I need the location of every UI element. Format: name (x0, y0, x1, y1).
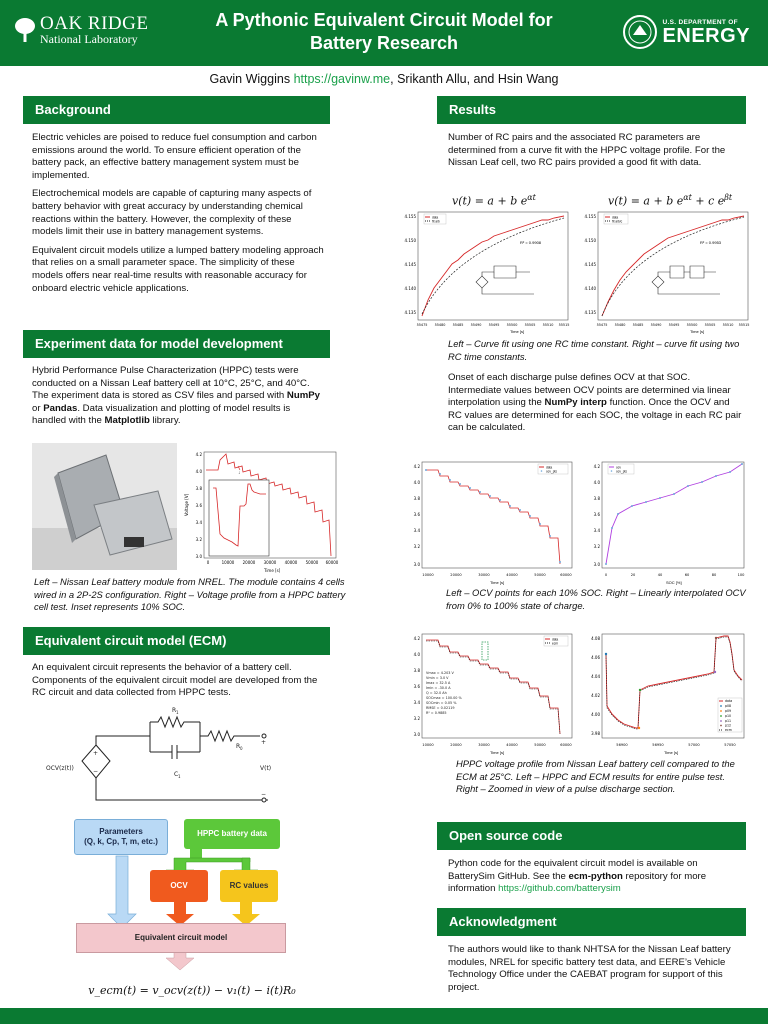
fit2-xtick: 55480 (614, 323, 626, 327)
fit2-ytick: 4.155 (584, 214, 596, 219)
experiment-text: Hybrid Performance Pulse Characterization (HPPC) tests were conducted on a Nissan Leaf battery cell at 10°C, 25°C, and 40°C. The experiment data is stored as CSV files and parsed with NumPy or Pandas. Data visualization and plotting of model results is handled with the Matplotlib library. (32, 365, 320, 427)
fit-ytick: 4.135 (404, 310, 416, 315)
ocv-xtick: 40000 (506, 573, 518, 577)
ecm-legend-ecm: ecm (552, 641, 559, 646)
ecm-equation: v_ecm(t) = v_ocv(z(t)) − v₁(t) − i(t)R₀ (88, 984, 296, 997)
parameters-box: Parameters (Q, k, Cp, T, m, etc.) (74, 819, 168, 855)
r2-right: R² = 0.9953 (700, 240, 722, 245)
ecm-xtick: 60000 (560, 743, 572, 747)
interp-ytick: 3.2 (593, 544, 600, 549)
opensource-heading: Open source code (437, 822, 746, 850)
fit2-xtick: 55500 (686, 323, 698, 327)
fit2-ytick: 4.140 (584, 286, 596, 291)
ocv-xtick: 20000 (450, 573, 462, 577)
ocv-legend-pts: ocv_pts (546, 469, 557, 474)
ocv-ytick: 3.8 (413, 496, 420, 501)
hppc-ytick: 3.0 (195, 554, 202, 559)
fit-xtick: 55515 (558, 323, 570, 327)
ecm-text: An equivalent circuit represents the behavior of a battery cell. Components of the equivalent circuit model are developed from the RC circuit and data collected from HPPC tests. (32, 662, 318, 699)
stat-socmax: SOCmax = 100.00 % (426, 696, 462, 700)
experiment-heading: Experiment data for model development (23, 330, 330, 358)
fit-ytick: 4.140 (404, 286, 416, 291)
ecm-ytick: 3.6 (413, 684, 420, 689)
interp-ytick: 3.4 (593, 528, 600, 533)
ecm-xtick: 30000 (478, 743, 490, 747)
fit-xtick: 55495 (488, 323, 500, 327)
ocv-ytick: 4.2 (413, 464, 420, 469)
ocv-label: OCV(z(t)) (46, 765, 74, 772)
org-name: OAK RIDGE (40, 13, 149, 34)
interp-ytick: 4.0 (593, 480, 600, 485)
fit2-xtick: 55510 (722, 323, 734, 327)
zoom-legend-item: p10 (725, 714, 732, 718)
stat-q: Q = 32.0 Ah (426, 691, 447, 695)
curve-fit-one-rc-plot (394, 208, 574, 336)
ecm-ytick: 4.0 (413, 652, 420, 657)
fit2-xtick: 55485 (632, 323, 644, 327)
fit-ytick: 4.145 (404, 262, 416, 267)
soc-xtick: 100 (737, 573, 745, 577)
stat-r2: R² = 0.9885 (426, 711, 447, 715)
ocv-ytick: 3.0 (413, 562, 420, 567)
ecm-ytick: 3.4 (413, 700, 420, 705)
org-subname: National Laboratory (40, 32, 138, 46)
vt-label: V(t) (260, 765, 272, 772)
hppc-ytick: 3.8 (195, 486, 202, 491)
ack-text: The authors would like to thank NHTSA for the Nissan Leaf battery modules, NREL for specific battery test data, and EERE’s Vehicle Technology Office under the CAEBAT program for support of this project. (448, 944, 731, 993)
interp-ytick: 3.6 (593, 512, 600, 517)
battery-module-image (32, 443, 177, 570)
zoom-xtick: 56900 (616, 743, 628, 747)
fit-xlabel: Time [s] (510, 329, 525, 334)
author-website-link[interactable]: https://gavinw.me (293, 72, 391, 86)
ocv-legend-data: data (546, 465, 553, 470)
hppc-xtick: 60000 (325, 560, 339, 565)
fit-ytick: 4.155 (404, 214, 416, 219)
soc-xtick: 0 (604, 573, 608, 577)
rc-values-box: RC values (220, 870, 278, 902)
stat-vmax: Vmax = 4.203 V (426, 671, 454, 675)
fit-legend-data: data (432, 215, 439, 220)
hppc-xtick: 30000 (263, 560, 277, 565)
fit2-xtick: 55475 (596, 323, 608, 327)
background-paragraph-1: Electric vehicles are poised to reduce fuel consumption and carbon emissions around the world. To ensure efficient operation of the battery pack, an effective battery management system must be implemented. (32, 132, 317, 181)
ornl-logo (14, 14, 148, 46)
zoom-legend-item: p08 (725, 704, 732, 708)
ecm-xtick: 40000 (506, 743, 518, 747)
ocv-xlabel: Time [s] (490, 580, 505, 585)
ecm-box: Equivalent circuit model (76, 923, 286, 953)
footer-bar (0, 1008, 768, 1024)
ecm-ytick: 3.0 (413, 732, 420, 737)
c1-label: C (174, 771, 179, 778)
hppc-ytick: 3.2 (195, 537, 202, 542)
doe-small-text: U.S. DEPARTMENT OF (662, 18, 738, 26)
interp-legend-ocv: ocv (616, 465, 621, 470)
stat-rmse: RMSE = 0.02119 (426, 706, 455, 710)
results-text-1: Number of RC pairs and the associated RC parameters are determined from a curve fit with the HPPC voltage profile. For the Nissan Leaf cell, two RC pairs provided a good fit with data. (448, 132, 726, 169)
source-plus-sign: + (93, 750, 99, 757)
github-link[interactable]: https://github.com/batterysim (498, 883, 621, 895)
results-caption-2: Left – OCV points for each 10% SOC. Right – Linearly interpolated OCV from 0% to 100% state of charge. (446, 587, 746, 611)
r1-label: R (172, 707, 177, 714)
r2-left: R² = 0.9908 (520, 240, 542, 245)
fit-xtick: 55485 (452, 323, 464, 327)
zoom-ytick: 4.02 (591, 693, 600, 698)
source-minus-sign: − (93, 768, 99, 775)
soc-xtick: 40 (657, 573, 663, 577)
equation-one-rc: v(t) = a + b $e^{\alpha t}$ (452, 193, 536, 208)
ecm-ytick: 3.8 (413, 668, 420, 673)
hppc-xtick: 0 (206, 560, 210, 565)
results-heading: Results (437, 96, 746, 124)
stat-imin: Imin = -30.0 A (426, 686, 451, 690)
ocv-points-plot (398, 458, 578, 586)
doe-seal-icon (623, 15, 657, 49)
hppc-ytick: 3.6 (195, 503, 202, 508)
zoom-legend-item: p09 (725, 709, 732, 713)
poster-title (170, 9, 598, 55)
zoom-legend-item: data (725, 699, 733, 703)
hppc-ytick: 4.0 (195, 469, 202, 474)
fit-xtick: 55475 (416, 323, 428, 327)
fit-xtick: 55510 (542, 323, 554, 327)
fit2-xlabel: Time [s] (690, 329, 705, 334)
zoom-legend-item: p11 (725, 719, 732, 723)
ecm-ytick: 4.2 (413, 636, 420, 641)
hppc-ytick: 4.2 (195, 452, 202, 457)
fit2-legend-data: data (612, 215, 619, 220)
zoom-ytick: 4.08 (591, 636, 600, 641)
other-authors: , Srikanth Allu, and Hsin Wang (390, 72, 559, 86)
fit-ytick: 4.150 (404, 238, 416, 243)
results-text-2: Onset of each discharge pulse defines OCV at that SOC. Intermediate values between OCV points are determined via linear interpolation using the NumPy interp function. Once the OCV and RC values are determined for each SOC, the voltage in each RC pair can be calculated. (448, 372, 742, 434)
fit2-xtick: 55495 (668, 323, 680, 327)
hppc-vs-ecm-plot (398, 630, 578, 756)
r1-subscript: 1 (176, 710, 179, 715)
opensource-text: Python code for the equivalent circuit model is available on BatterySim GitHub. See the ecm-python repository for more information https://github.com/batterysim (448, 858, 707, 895)
c1-subscript: 1 (178, 774, 181, 779)
stat-imax: Imax = 32.5 A (426, 681, 451, 685)
doe-big-text: ENERGY (662, 24, 750, 47)
ocv-xtick: 30000 (478, 573, 490, 577)
interp-ytick: 4.2 (593, 464, 600, 469)
soc-xtick: 60 (684, 573, 690, 577)
hppc-xtick: 10000 (221, 560, 235, 565)
results-caption-3: HPPC voltage profile from Nissan Leaf battery cell compared to the ECM at 25°C. Left – HPPC and ECM results for entire pulse test. Right – Zoomed in view of a pulse discharge section. (456, 758, 735, 795)
ocv-ytick: 3.6 (413, 512, 420, 517)
fit-xtick: 55500 (506, 323, 518, 327)
ocv-xtick: 50000 (534, 573, 546, 577)
interp-ytick: 3.0 (593, 562, 600, 567)
ecm-xlabel: Time [s] (490, 750, 505, 755)
zoomed-pulse-plot (578, 630, 750, 756)
zoom-xtick: 57000 (688, 743, 700, 747)
ecm-xtick: 50000 (534, 743, 546, 747)
ocv-xtick: 60000 (560, 573, 572, 577)
title-line-1: A Pythonic Equivalent Circuit Model for (215, 10, 553, 30)
zoom-xtick: 56950 (652, 743, 664, 747)
authors-line (0, 72, 768, 86)
background-paragraph-2: Electrochemical models are capable of capturing many aspects of battery behavior with great accuracy by understanding chemical reactions within the battery. However, the complexity of these models limit their use in battery management systems. (32, 188, 312, 238)
zoom-ytick: 3.98 (591, 731, 600, 736)
ecm-xtick: 20000 (450, 743, 462, 747)
hppc-xtick: 20000 (242, 560, 256, 565)
zoom-ytick: 4.04 (591, 674, 600, 679)
ack-heading: Acknowledgment (437, 908, 746, 936)
background-text (32, 132, 324, 301)
background-paragraph-3: Equivalent circuit models utilize a lumped battery modeling approach that relies on a small parameter space. The simplicity of these models offers near real-time results with reasonable accuracy for onboard electric vehicle applications. (32, 244, 324, 294)
curve-fit-two-rc-plot (574, 208, 754, 336)
battery-module-photo (32, 443, 177, 570)
terminal-minus: − (261, 791, 267, 798)
hppc-voltage-plot (180, 446, 340, 574)
ecm-ytick: 3.2 (413, 716, 420, 721)
interp-xlabel: SOC [%] (666, 580, 682, 585)
fit2-xtick: 55490 (650, 323, 662, 327)
hppc-ylabel: Voltage [V] (184, 493, 189, 516)
r0-label: R (236, 743, 241, 750)
zoom-xlabel: Time [s] (664, 750, 679, 755)
interp-ytick: 3.8 (593, 496, 600, 501)
interpolated-ocv-plot (578, 458, 750, 586)
ocv-xtick: 10000 (422, 573, 434, 577)
zoom-ytick: 4.00 (591, 712, 600, 717)
fit-xtick: 55490 (470, 323, 482, 327)
poster-header (0, 0, 768, 66)
fit-legend-fit: fit a/b (432, 219, 440, 224)
soc-xtick: 20 (630, 573, 636, 577)
fit2-legend-fit: fit a/b/c (612, 219, 623, 224)
fit2-xtick: 55505 (704, 323, 716, 327)
stat-socmin: SOCmin = 0.05 % (426, 701, 457, 705)
terminal-plus: + (261, 739, 267, 746)
svg-text:↓: ↓ (238, 470, 241, 476)
hppc-xtick: 50000 (305, 560, 319, 565)
ocv-ytick: 3.4 (413, 528, 420, 533)
hppc-xtick: 40000 (284, 560, 298, 565)
zoom-ytick: 4.06 (591, 655, 600, 660)
title-line-2: Battery Research (309, 33, 459, 53)
fit2-ytick: 4.150 (584, 238, 596, 243)
results-caption-1: Left – Curve fit using one RC time constant. Right – curve fit using two RC time constants. (448, 338, 740, 362)
repo-name: ecm-python (568, 870, 623, 882)
ecm-heading: Equivalent circuit model (ECM) (23, 627, 330, 655)
fit2-ytick: 4.135 (584, 310, 596, 315)
oak-tree-icon (14, 17, 36, 43)
ecm-legend-data: data (552, 637, 559, 642)
doe-logo (623, 15, 750, 49)
fit2-ytick: 4.145 (584, 262, 596, 267)
zoom-legend-item: ecm (725, 728, 732, 732)
r0-subscript: 0 (240, 746, 243, 751)
author-1: Gavin Wiggins (209, 72, 291, 86)
ocv-ytick: 4.0 (413, 480, 420, 485)
experiment-caption: Left – Nissan Leaf battery module from NREL. The module contains 4 cells wired in a 2P-2S configuration. Right – Voltage profile from a HPPC battery cell test. Inset represents 10% SOC. (34, 576, 346, 613)
equation-two-rc: v(t) = a + b $e^{\alpha t} + c$ $e^{\beta t}$ (608, 193, 733, 208)
stat-vmin: Vmin = 3.0 V (426, 676, 449, 680)
ocv-box: OCV (150, 870, 208, 902)
hppc-xlabel: Time [s] (264, 568, 281, 573)
background-heading: Background (23, 96, 330, 124)
soc-xtick: 80 (711, 573, 717, 577)
zoom-xtick: 57050 (724, 743, 736, 747)
ocv-ytick: 3.2 (413, 544, 420, 549)
fit2-xtick: 55515 (738, 323, 750, 327)
interp-legend-pts: ocv_pts (616, 469, 627, 474)
ecm-xtick: 10000 (422, 743, 434, 747)
zoom-legend-item: p12 (725, 723, 732, 728)
fit-xtick: 55505 (524, 323, 536, 327)
ecm-circuit-diagram (40, 700, 300, 812)
hppc-ytick: 3.4 (195, 520, 202, 525)
hppc-data-box: HPPC battery data (184, 819, 280, 849)
fit-xtick: 55480 (434, 323, 446, 327)
